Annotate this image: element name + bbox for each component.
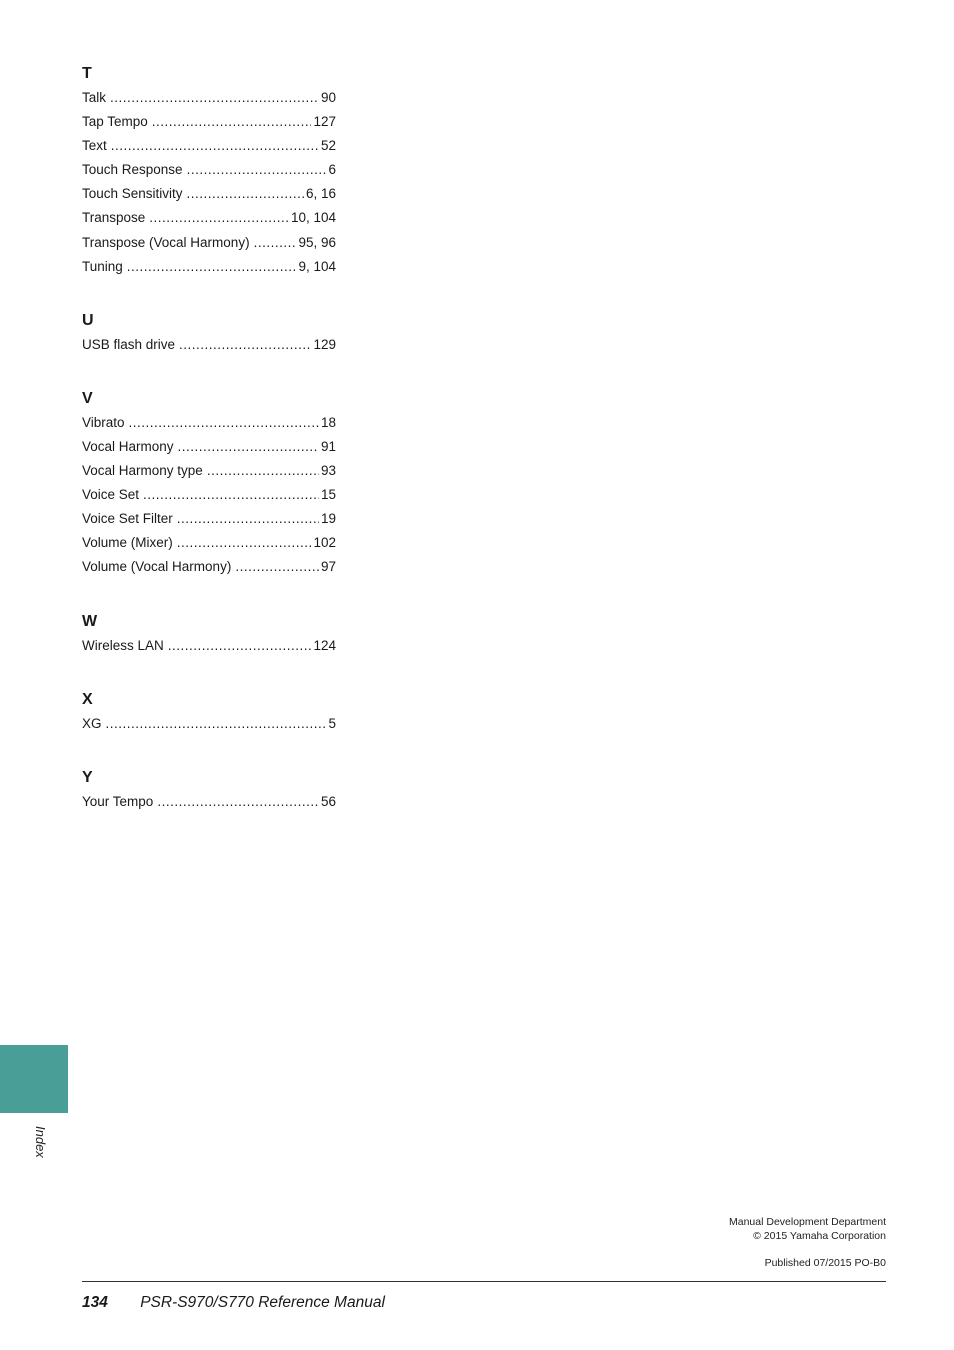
credits-department: Manual Development Department [729,1216,886,1228]
footer-divider [82,1281,886,1282]
entry-term: Talk [82,90,107,105]
index-entry [82,790,336,814]
leader-dots [207,459,319,483]
index-entry [82,531,336,555]
manual-title: PSR-S970/S770 Reference Manual [140,1294,385,1311]
entry-pages: 93 [320,463,336,479]
leader-dots [254,231,297,255]
leader-dots [235,555,319,579]
index-entry [82,333,336,357]
leader-dots [178,435,319,459]
credits-published: Published 07/2015 PO-B0 [764,1257,886,1269]
entry-term: Tap Tempo [82,114,148,130]
entry-pages: 18 [320,414,336,430]
leader-dots [143,483,319,507]
entry-term: Wireless LAN [82,637,164,653]
leader-dots [129,411,319,435]
section-letter: U [82,311,94,329]
entry-pages: 56 [320,793,336,809]
entry-pages: 19 [320,511,336,527]
leader-dots [127,255,297,279]
leader-dots [168,634,312,658]
section-tab [0,1045,68,1113]
leader-dots [177,531,312,555]
leader-dots [149,206,289,230]
credits-block [729,1215,886,1270]
index-list [82,62,336,844]
index-section-x [82,688,336,736]
entry-term: USB flash drive [82,336,176,352]
entry-pages: 90 [320,90,336,105]
leader-dots [187,158,327,182]
index-section-w [82,610,336,658]
entry-term: Vocal Harmony type [82,463,203,479]
index-entry [82,255,336,279]
index-entry [82,712,336,736]
entry-pages: 95, 96 [298,234,336,250]
entry-pages: 6, 16 [305,186,336,202]
entry-pages: 124 [313,637,336,653]
section-letter: W [82,612,98,630]
entry-term: Transpose (Vocal Harmony) [82,234,250,250]
index-entry [82,231,336,255]
leader-dots [187,182,304,206]
entry-term: Voice Set Filter [82,511,173,527]
index-section-u [82,309,336,357]
entry-term: Touch Sensitivity [82,186,183,202]
index-entry [82,86,336,110]
entry-pages: 9, 104 [298,258,336,274]
index-entry [82,182,336,206]
entry-pages: 10, 104 [290,210,336,226]
entry-pages: 102 [313,535,336,551]
entry-term: Vocal Harmony [82,438,174,454]
leader-dots [152,110,312,134]
index-entry [82,459,336,483]
entry-term: Voice Set [82,487,140,503]
entry-term: Volume (Vocal Harmony) [82,559,232,575]
leader-dots [157,790,319,814]
index-entry [82,158,336,182]
section-letter: V [82,389,93,407]
entry-pages: 91 [320,438,336,454]
credits-copyright: © 2015 Yamaha Corporation [753,1230,886,1242]
leader-dots [177,507,319,531]
index-entry [82,110,336,134]
leader-dots [110,86,319,110]
entry-term: Transpose [82,210,146,226]
page-number: 134 [82,1294,108,1311]
section-letter: T [82,65,92,82]
index-entry [82,435,336,459]
index-entry [82,134,336,158]
entry-pages: 129 [313,336,336,352]
index-section-t [82,62,336,279]
leader-dots [179,333,311,357]
index-entry [82,411,336,435]
entry-term: Touch Response [82,162,183,178]
entry-pages: 5 [328,715,336,731]
index-section-v [82,387,336,580]
entry-pages: 97 [320,559,336,575]
section-letter: X [82,690,93,708]
entry-term: Volume (Mixer) [82,535,173,551]
index-entry [82,555,336,579]
entry-term: Tuning [82,258,123,274]
index-entry [82,206,336,230]
leader-dots [106,712,327,736]
entry-pages: 6 [328,162,336,178]
index-section-y [82,766,336,814]
index-entry [82,634,336,658]
index-entry [82,507,336,531]
section-letter: Y [82,768,93,786]
entry-term: XG [82,715,102,731]
entry-term: Your Tempo [82,793,154,809]
entry-pages: 52 [320,138,336,154]
page-footer [82,1294,385,1312]
entry-term: Vibrato [82,414,125,430]
side-section-label: Index [33,1126,48,1158]
entry-term: Text [82,138,107,154]
index-entry [82,483,336,507]
leader-dots [111,134,319,158]
entry-pages: 127 [313,114,336,130]
entry-pages: 15 [320,487,336,503]
